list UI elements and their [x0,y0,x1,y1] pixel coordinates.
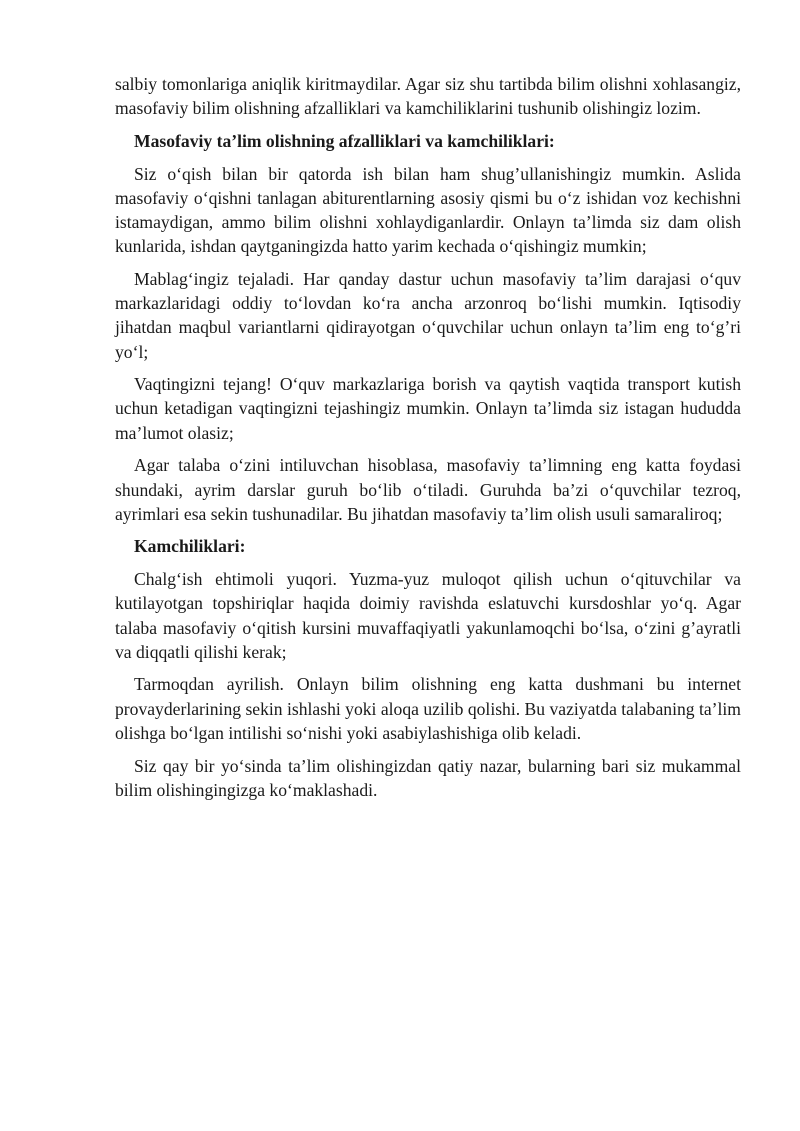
heading-advantages-and-disadvantages: Masofaviy ta’lim olishning afzalliklari va kamchiliklari: [134,130,555,151]
paragraph-conclusion: Siz qay bir yo‘sinda ta’lim olishingizdan qatiy nazar, bularning bari siz mukammal bilim olishingingizga ko‘maklashadi. [115,755,741,800]
document-page [115,72,741,810]
paragraph-network-loss: Tarmoqdan ayrilish. Onlayn bilim olishning eng katta dushmani bu internet provayderlarining sekin ishlashi yoki aloqa uzilib qolishi. Bu vaziyatda talabaning ta’lim olishga bo‘lgan intilishi so‘nishi yoki asabiylashishiga olib keladi. [115,674,741,743]
paragraph-study-while-working: Siz o‘qish bilan bir qatorda ish bilan ham shug’ullanishingiz mumkin. Aslida masofaviy o‘qishni tanlagan abiturentlarning asosiy qismi bu o‘z ishidan voz kechishni istamaydigan, ammo bilim olishni xohlaydiganlardir. Onlayn ta’limda siz dam olish kunlarida, ishdan qaytganingizda hatto yarim kechada o‘qishingiz mumkin; [115,163,741,257]
paragraph-group-lessons: Agar talaba o‘zini intiluvchan hisoblasa, masofaviy ta’limning eng katta foydasi shundaki, ayrim darslar guruh bo‘lib o‘tiladi. Guruhda ba’zi o‘quvchilar tezroq, ayrimlari esa sekin tushunadilar. Bu jihatdan masofaviy ta’lim olish usuli samaraliroq; [115,455,741,524]
heading-disadvantages: Kamchiliklari: [134,536,246,557]
paragraph-intro-continuation: salbiy tomonlariga aniqlik kiritmaydilar. Agar siz shu tartibda bilim olishni xohlasangiz, masofaviy bilim olishning afzalliklari va kamchiliklarini tushunib olishingiz lozim. [115,74,741,119]
paragraph-distraction: Chalg‘ish ehtimoli yuqori. Yuzma-yuz muloqot qilish uchun o‘qituvchilar va kutilayotgan topshiriqlar haqida doimiy ravishda eslatuvchi kursdoshlar yo‘q. Agar talaba masofaviy o‘qitish kursini muvaffaqiyatli yakunlamoqchi bo‘lsa, o‘zini g’ayratli va diqqatli qilishi kerak; [115,569,741,662]
paragraph-save-time: Vaqtingizni tejang! O‘quv markazlariga borish va qaytish vaqtida transport kutish uchun ketadigan vaqtingizni tejashingiz mumkin. Onlayn ta’limda siz istagan hududda ma’lumot olasiz; [115,374,741,443]
paragraph-save-money: Mablag‘ingiz tejaladi. Har qanday dastur uchun masofaviy ta’lim darajasi o‘quv markazlaridagi oddiy to‘lovdan ko‘ra ancha arzonroq bo‘lishi mumkin. Iqtisodiy jihatdan maqbul variantlarni qidirayotgan o‘quvchilar uchun onlayn ta’lim eng to‘g’ri yo‘l; [115,268,741,362]
